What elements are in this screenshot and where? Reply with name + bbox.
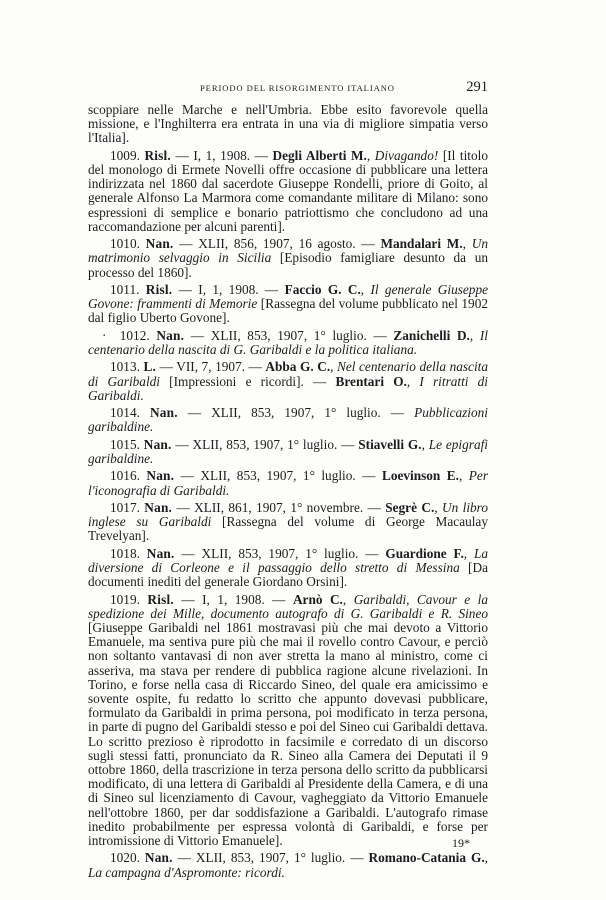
entry-description: [Impressioni e ricordi]. — — [159, 373, 336, 389]
bibliography-body — [88, 103, 488, 883]
entry-separator: , — [459, 468, 469, 484]
continuation-paragraph: scoppiare nelle Marche e nell'Umbria. Ebbe esito favorevole quella missione, e l'Inghilterra era entrata in una via di migliore simpatia verso l'Italia]. — [88, 102, 488, 146]
entry-second-separator: , — [406, 373, 420, 389]
entry-source: Nan. — [146, 545, 175, 561]
bibliography-entry-1019 — [88, 593, 488, 849]
entry-reference: — I, 1, 1908. — — [173, 591, 293, 607]
entry-source: Risl. — [147, 591, 174, 607]
entry-description: [Rassegna del volume di George Macaulay Trevelyan]. — [88, 514, 488, 544]
bibliography-entry-1009 — [88, 149, 488, 234]
bibliography-entry-1013 — [88, 360, 488, 403]
entry-source: Risl. — [144, 147, 171, 163]
entry-separator: , — [469, 327, 480, 343]
entry-author: Stiavelli G. — [358, 436, 422, 452]
entry-reference: — XLII, 856, 1907, 16 agosto. — — [173, 236, 381, 252]
entry-separator: , — [434, 499, 442, 515]
entry-separator: , — [360, 282, 371, 297]
entry-number: 1013. — [110, 359, 140, 375]
entry-title: Pubblicazioni garibaldine. — [88, 405, 488, 435]
entry-separator: , — [421, 436, 429, 452]
entry-author: Degli Alberti M. — [272, 147, 367, 163]
bibliography-entry-1018 — [88, 547, 488, 590]
entry-reference: — XLII, 853, 1907, 1° luglio. — — [172, 850, 369, 866]
entry-number: 1015. — [110, 436, 140, 452]
entry-reference: — XLII, 853, 1907, 1° luglio. — — [174, 468, 382, 484]
entry-description: [Episodio famigliare desunto da un processo del 1860]. — [88, 250, 488, 280]
entry-number: 1011. — [110, 282, 140, 297]
entry-reference: — XLII, 853, 1907, 1° luglio. — — [177, 405, 415, 421]
entry-author: Faccio G. C. — [284, 282, 361, 297]
page-number: 291 — [466, 79, 488, 95]
entry-source: Risl. — [145, 282, 173, 297]
bibliography-entry-1010 — [88, 237, 488, 280]
entry-description: [Il titolo del monologo di Ermete Novelli offre occasione di pubblicare una lettera indirizzata nel 1860 dal sacerdote Giuseppe Rondelli, priore di Goito, al generale Alfonso La Marmora come comandante militare di Milano: sono espressioni di semplice e bonario patriottismo che concludono ad una raccomandazione per alcuni parenti]. — [88, 147, 488, 234]
entry-reference: — I, 1, 1908. — — [170, 147, 273, 163]
entry-description: [Da documenti inediti del generale Giordano Orsini]. — [88, 559, 488, 590]
entry-separator: , — [330, 359, 338, 375]
entry-title: Divagando! — [374, 147, 439, 163]
entry-reference: — XLII, 853, 1907, 1° luglio. — — [174, 545, 386, 561]
entry-number: 1009. — [110, 147, 140, 163]
entry-source: Nan. — [144, 499, 173, 515]
entry-separator: , — [366, 147, 375, 163]
entry-second-title: I ritratti di Garibaldi. — [88, 373, 488, 403]
bibliography-entry-1017 — [88, 501, 488, 544]
entry-number: 1014. — [110, 405, 140, 421]
entry-source: L. — [143, 359, 157, 375]
bibliography-entry-1014 — [88, 406, 488, 434]
entry-number: 1018. — [110, 545, 140, 561]
entry-author: Zanichelli D. — [393, 327, 470, 343]
entry-reference: — I, 1, 1908. — — [172, 282, 285, 297]
entry-source: Nan. — [144, 850, 173, 866]
entry-author: Segrè C. — [385, 499, 435, 515]
bibliography-entry-1016 — [88, 469, 488, 497]
bibliography-entry-1015 — [88, 438, 488, 466]
signature-mark: 19* — [452, 836, 470, 850]
running-title: PERIODO DEL RISORGIMENTO ITALIANO — [200, 83, 395, 93]
entry-reference: — XLII, 861, 1907, 1° novembre. — — [172, 499, 386, 515]
entry-author: Mandalari M. — [380, 236, 463, 252]
entry-description: [Giuseppe Garibaldi nel 1861 mostravasi più che mai devoto a Vittorio Emanuele, ma sentiva pure più che mai il rovello contro Cavour, e perciò non soltanto vantavasi di non aver stretta la mano al ministro, come ci asseriva, ma stava per rendere di pubblica ragione alcune rivelazioni. In Torino, e forse nella casa di Riccardo Sineo, del quale era amicissimo e sovente ospite, fu redatto lo scritto che appunto dovevasi pubblicare, formulato da Garibaldi in prima persona, poi modificato in terza persona, in parte di pugno del Garibaldi stesso e poi del Sineo cui Garibaldi dettava. Lo scritto prezioso è riprodotto in facsimile e corredato di un discorso sugli stessi fatti, pronunciato da R. Sineo alla Camera dei Deputati il 9 ottobre 1860, della trascrizione in terza persona dello scritto da pubblicarsi modificato, di una lettera di Garibaldi al Presidente della Camera, e di una di Sineo sul licenziamento di Cavour, vagheggiato da Vittorio Emanuele nell'ottobre 1860, per dar soddisfazione a Garibaldi. L'autografo rimase inedito probabilmente per espressa volontà di Garibaldi, e forse per intromissione di Vittorio Emanuele]. — [88, 619, 488, 849]
entry-number: 1019. — [110, 591, 140, 607]
entry-number: 1016. — [110, 468, 140, 484]
entry-title: Nel centenario della nascita di Garibaldi — [88, 359, 488, 389]
bibliography-entry-1011 — [88, 283, 488, 326]
entry-number: 1017. — [110, 499, 140, 515]
entry-separator: , — [463, 545, 474, 561]
entry-author: Abba G. C. — [265, 359, 331, 375]
entry-title: Per l'iconografia di Garibaldi. — [88, 468, 488, 498]
entry-separator: , — [484, 850, 488, 866]
entry-title: Il centenario della nascita di G. Garibaldi e la politica italiana. — [88, 327, 488, 357]
entry-description: [Rassegna del volume pubblicato nel 1902 dal figlio Uberto Govone]. — [88, 296, 488, 326]
entry-title: La diversione di Corleone e il passaggio dello stretto di Messina — [88, 545, 489, 575]
entry-author: Guardione F. — [385, 545, 464, 561]
entry-author: Arnò C. — [292, 591, 343, 607]
entry-number: 1020. — [110, 850, 140, 866]
entry-source: Nan. — [156, 327, 185, 343]
entry-title: Un matrimonio selvaggio in Sicilia — [88, 236, 488, 266]
bibliography-entry-1020 — [88, 851, 488, 879]
entry-number: 1010. — [110, 236, 140, 252]
entry-reference: — VII, 7, 1907. — — [156, 359, 266, 375]
entry-source: Nan. — [149, 405, 178, 421]
entry-reference: — XLII, 853, 1907, 1° luglio. — — [171, 436, 359, 452]
entry-author: Romano-Catania G. — [368, 850, 485, 866]
entry-title: Le epigrafi garibaldine. — [88, 436, 488, 466]
entry-separator: , — [462, 236, 472, 252]
entry-number: 1012. — [119, 327, 150, 343]
entry-title: La campagna d'Aspromonte: ricordi. — [88, 864, 285, 880]
entry-source: Nan. — [146, 468, 175, 484]
entry-source: Nan. — [143, 436, 172, 452]
entry-title: Il generale Giuseppe Govone: frammenti di Memorie — [88, 282, 488, 312]
entry-reference: — XLII, 853, 1907, 1° luglio. — — [184, 327, 394, 343]
entry-title: Garibaldi, Cavour e la spedizione dei Mille, documento autografo di G. Garibaldi e R. Sineo — [88, 591, 488, 621]
entry-second-author: Brentari O. — [335, 373, 407, 389]
entry-author: Loevinson E. — [381, 468, 459, 484]
margin-dot: · — [102, 327, 120, 343]
page-header — [88, 79, 488, 98]
bibliography-entry-1012 — [88, 329, 488, 357]
entry-separator: , — [342, 591, 354, 607]
entry-source: Nan. — [145, 236, 174, 252]
entry-title: Un libro inglese su Garibaldi — [88, 499, 488, 530]
